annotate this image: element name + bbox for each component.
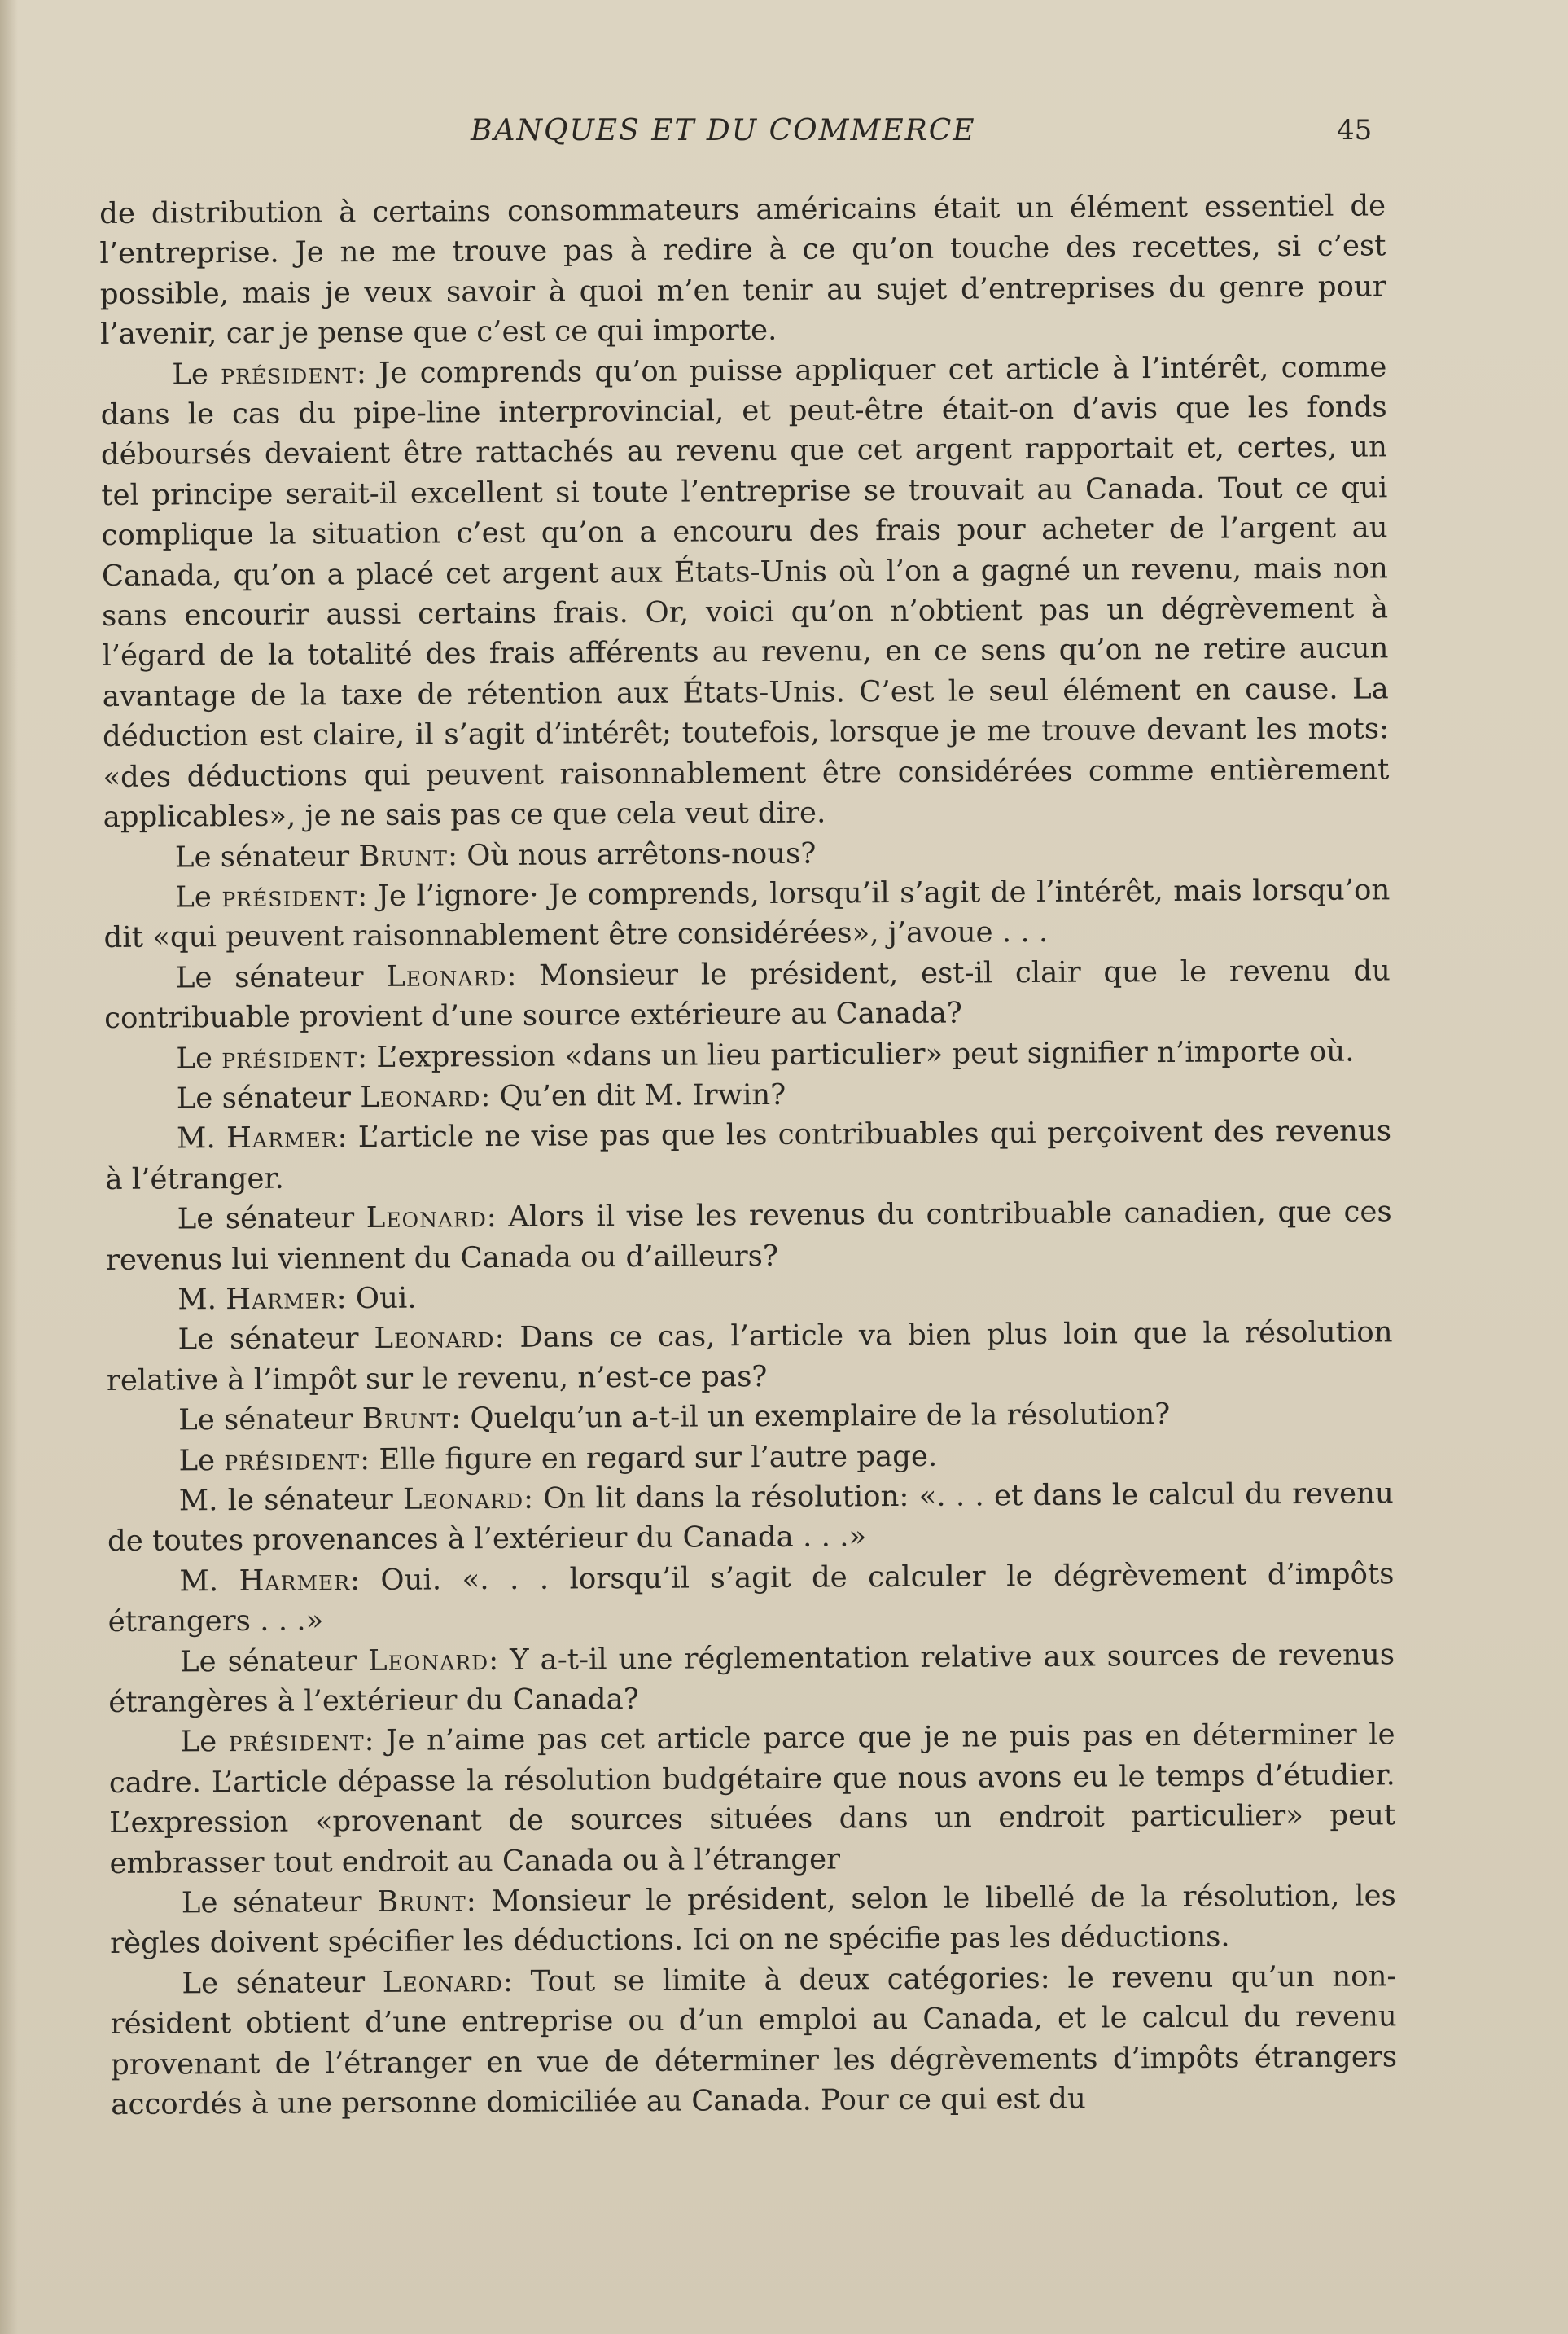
speaker-prefix: M. [179, 1564, 239, 1599]
page-edge-shadow [0, 0, 18, 2334]
speaker-name: Leonard [402, 1481, 524, 1516]
speaker-prefix: Le [176, 1041, 222, 1075]
paragraph [110, 1876, 1397, 1963]
speaker-prefix: Le sénateur [175, 959, 387, 995]
speaker-name: président [224, 1442, 361, 1477]
paragraph [106, 1191, 1393, 1279]
speaker-name: président [221, 356, 357, 391]
paragraph-text: : Où nous arrêtons-nous? [447, 836, 817, 872]
speaker-name: Leonard [382, 1964, 504, 1999]
speaker-name: Brunt [358, 838, 449, 873]
speaker-prefix: M. [176, 1121, 227, 1156]
speaker-name: président [221, 879, 358, 915]
paragraph-text: : Oui. «. . . lorsqu’il s’agit de calculer le dégrèvement d’impôts étrangers . . .» [107, 1557, 1395, 1639]
paragraph [110, 1956, 1397, 2125]
speaker-prefix: Le [175, 880, 222, 915]
speaker-prefix: Le sénateur [177, 1201, 366, 1236]
speaker-prefix: Le sénateur [178, 1402, 362, 1437]
speaker-prefix: M. le sénateur [178, 1482, 404, 1518]
speaker-name: Brunt [361, 1402, 452, 1437]
speaker-prefix: Le sénateur [174, 839, 359, 874]
speaker-prefix: Le [180, 1725, 229, 1759]
paragraph [107, 1473, 1395, 1561]
paragraph-text: : Je l’ignore· Je comprends, lorsqu’il s’agit de l’intérêt, mais lorsqu’on dit «qui peuvent raisonnablement être considérées», j’avoue . . . [103, 873, 1391, 955]
paragraph-text: de distribution à certains consommateurs américains était un élément essentiel de l’entreprise. Je ne me trouve pas à redire à ce qu’on touche des recettes, si c’est possible, mais je veux savoir à quoi m’en tenir au sujet d’entreprises du genre pour l’avenir, car je pense que c’est ce qui importe. [99, 189, 1386, 352]
speaker-prefix: Le [178, 1443, 225, 1478]
speaker-name: Leonard [386, 959, 507, 994]
paragraph-text: : Je n’aime pas cet article parce que je ne puis pas en déterminer le cadre. L’article dépasse la résolution budgétaire que nous avons eu le temps d’étudier. L’expression «provenant de sources situées dans un endroit particulier» peut embrasser tout endroit au Canada ou à l’étranger [108, 1718, 1396, 1880]
running-head: BANQUES ET DU COMMERCE [471, 114, 976, 147]
speaker-name: Harmer [239, 1563, 351, 1598]
speaker-prefix: Le sénateur [181, 1885, 378, 1920]
speaker-prefix: Le sénateur [177, 1322, 374, 1357]
paragraph-text: : Je comprends qu’on puisse appliquer cet article à l’intérêt, comme dans le cas du pipe-line interprovincial, et peut-être était-on d’avis que les fonds déboursés devaient être rattachés au revenu que cet argent rapportait et, certes, un tel principe serait-il excellent si toute l’entreprise se trouvait au Canada. Tout ce qui complique la situation c’est qu’on a encouru des frais pour acheter de l’argent au Canada, qu’on a placé cet argent aux États-Unis où l’on a gagné un revenu, mais non sans encourir aussi certains frais. Or, voici qu’on n’obtient pas un dégrèvement à l’égard de la totalité des frais afférents au revenu, en ce sens qu’on ne retire aucun avantage de la taxe de rétention aux États-Unis. C’est le seul élément en cause. La déduction est claire, il s’agit d’intérêt; toutefois, lorsque je me trouve devant les mots: «des déductions qui peuvent raisonnablement être considérées comme entièrement applicables», je ne sais pas ce que cela veut dire. [100, 349, 1390, 835]
paragraph [107, 1554, 1395, 1642]
paragraph-text: : Monsieur le président, selon le libellé de la résolution, les règles doivent spécifier les déductions. Ici on ne spécifie pas les déductions. [110, 1879, 1396, 1961]
paragraph-text: : Monsieur le président, est-il clair que le revenu du contribuable provient d’une source extérieure au Canada? [104, 954, 1391, 1036]
paragraph-text: : On lit dans la résolution: «. . . et dans le calcul du revenu de toutes provenances à l’extérieur du Canada . . .» [107, 1476, 1394, 1559]
speaker-name: président [228, 1724, 365, 1759]
speaker-name: Leonard [366, 1200, 487, 1235]
speaker-name: Harmer [226, 1121, 338, 1156]
paragraph-text: : Y a-t-il une réglementation relative aux sources de revenus étrangères à l’extérieur du Canada? [108, 1637, 1395, 1719]
paragraph-text: : Quelqu’un a-t-il un exemplaire de la résolution? [451, 1397, 1171, 1436]
page-number: 45 [1337, 114, 1373, 147]
paragraph [104, 950, 1391, 1038]
paragraph [99, 186, 1386, 354]
speaker-prefix: Le sénateur [176, 1081, 361, 1116]
paragraph-text: : Qu’en dit M. Irwin? [480, 1077, 786, 1114]
speaker-name: Brunt [377, 1884, 466, 1919]
paragraph-text: : Oui. [336, 1281, 417, 1316]
speaker-name: Leonard [367, 1643, 489, 1678]
speaker-prefix: Le sénateur [182, 1965, 383, 2001]
page-header [0, 114, 1568, 163]
paragraph-text: : L’article ne vise pas que les contribuables qui perçoivent des revenus à l’étranger. [105, 1114, 1392, 1196]
speaker-name: Leonard [374, 1321, 495, 1356]
speaker-prefix: Le sénateur [179, 1643, 369, 1679]
paragraph [105, 1112, 1392, 1200]
body-text [99, 186, 1397, 2125]
speaker-name: Leonard [360, 1080, 481, 1115]
paragraph-text: : Alors il vise les revenus du contribuable canadien, que ces revenus lui viennent du Canada ou d’ailleurs? [105, 1195, 1392, 1277]
speaker-prefix: M. [177, 1283, 226, 1317]
paragraph [103, 870, 1391, 958]
paragraph [108, 1634, 1395, 1722]
paragraph-text: : Dans ce cas, l’article va bien plus loin que la résolution relative à l’impôt sur le revenu, n’est-ce pas? [106, 1315, 1393, 1397]
paragraph-text: : Elle figure en regard sur l’autre page. [359, 1439, 938, 1476]
speaker-name: président [221, 1040, 358, 1075]
paragraph [106, 1313, 1393, 1401]
paragraph [104, 1031, 1391, 1079]
paragraph [100, 347, 1390, 838]
paragraph-text: : Tout se limite à deux catégories: le revenu qu’un non-résident obtient d’une entreprise ou d’un emploi au Canada, et le calcul du revenu provenant de l’étranger en vue de déterminer les dégrèvements d’impôts étrangers accordés à une personne domiciliée au Canada. Pour ce qui est du [110, 1959, 1398, 2122]
paragraph [108, 1715, 1395, 1884]
speaker-prefix: Le [172, 357, 221, 392]
paragraph-text: : L’expression «dans un lieu particulier» peut signifier n’importe où. [357, 1034, 1355, 1074]
speaker-name: Harmer [226, 1282, 337, 1317]
